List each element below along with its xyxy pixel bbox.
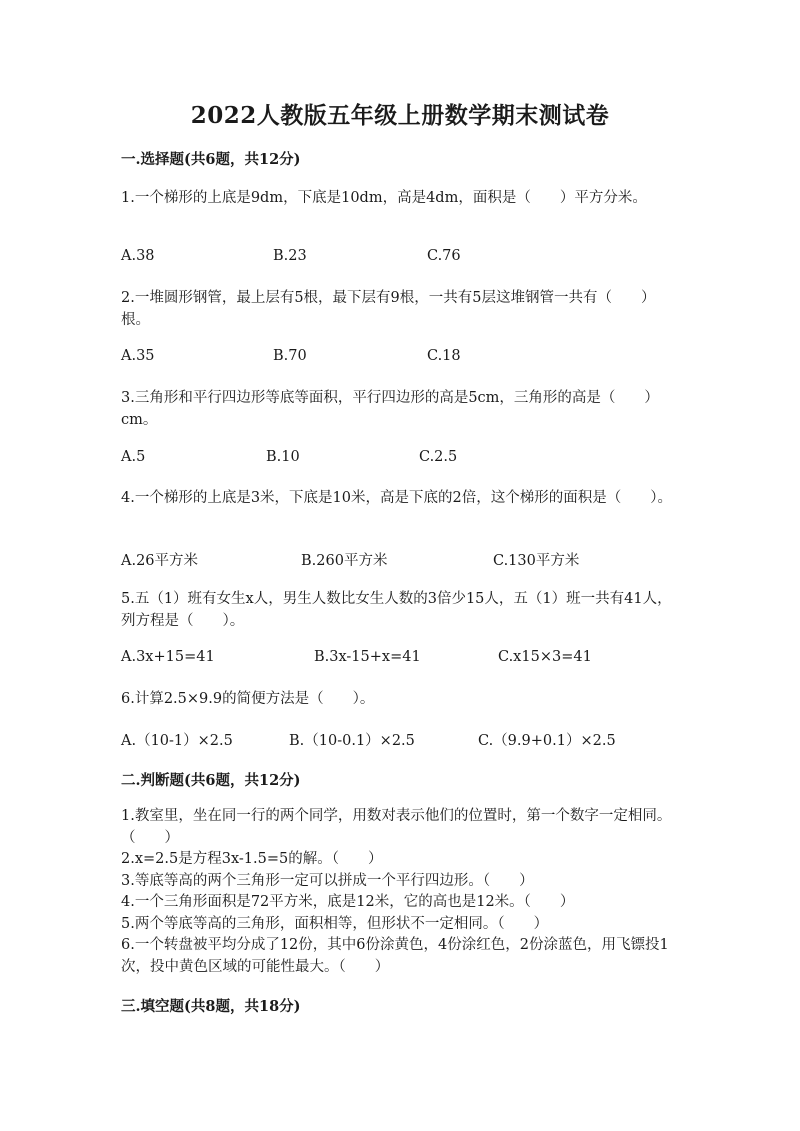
- option-c: C.130平方米: [493, 553, 580, 569]
- question-options: [121, 449, 681, 471]
- question-options: [121, 549, 681, 571]
- question-text: 5.五（1）班有女生x人，男生人数比女生人数的3倍少15人，五（1）班一共有41人，列方程是（ ）。: [121, 591, 672, 629]
- option-a: A.5: [121, 449, 146, 465]
- section-heading-judgement: 二.判断题(共6题，共12分): [121, 772, 301, 789]
- list-item: 4.一个三角形面积是72平方米，底是12米，它的高也是12米。（ ）: [121, 894, 575, 910]
- option-b: B.260平方米: [301, 553, 388, 569]
- option-c: C.（9.9+0.1）×2.5: [478, 733, 616, 749]
- question-options: [121, 649, 681, 671]
- option-a: A.（10-1）×2.5: [121, 733, 233, 749]
- question-options: [121, 729, 681, 751]
- option-c: C.76: [427, 248, 461, 264]
- list-item: 3.等底等高的两个三角形一定可以拼成一个平行四边形。（ ）: [121, 872, 534, 889]
- judgement-list: [121, 806, 681, 978]
- option-b: B.23: [273, 248, 307, 264]
- page-title: 2022人教版五年级上册数学期末测试卷: [190, 102, 610, 129]
- option-c: C.x15×3=41: [498, 649, 592, 665]
- option-b: B.（10-0.1）×2.5: [289, 733, 415, 749]
- question-options: [121, 248, 681, 270]
- option-c: C.2.5: [419, 449, 458, 465]
- section-heading-choice: 一.选择题(共6题，共12分): [121, 151, 301, 168]
- option-b: B.3x-15+x=41: [314, 649, 421, 665]
- option-b: B.10: [266, 449, 300, 465]
- option-a: A.35: [121, 348, 155, 364]
- question-text: 6.计算2.5×9.9的简便方法是（ ）。: [121, 691, 375, 707]
- option-b: B.70: [273, 348, 307, 364]
- section-heading-fill-in: 三.填空题(共8题，共18分): [121, 998, 301, 1015]
- option-c: C.18: [427, 348, 461, 364]
- question-text: 1.一个梯形的上底是9dm，下底是10dm，高是4dm，面积是（ ）平方分米。: [121, 190, 647, 206]
- list-item: 6.一个转盘被平均分成了12份，其中6份涂黄色，4份涂红色，2份涂蓝色，用飞镖投1次，投中黄色区域的可能性最大。（ ）: [121, 937, 669, 975]
- question-text: 4.一个梯形的上底是3米，下底是10米，高是下底的2倍，这个梯形的面积是（ ）。: [121, 490, 672, 506]
- question-text: 3.三角形和平行四边形等底等面积，平行四边形的高是5cm，三角形的高是（ ）cm。: [121, 390, 659, 428]
- option-a: A.38: [121, 248, 155, 264]
- list-item: 1.教室里，坐在同一行的两个同学，用数对表示他们的位置时，第一个数字一定相同。（ ）: [121, 808, 672, 846]
- option-a: A.3x+15=41: [121, 649, 215, 665]
- list-item: 5.两个等底等高的三角形，面积相等，但形状不一定相同。（ ）: [121, 915, 549, 932]
- question-text: 2.一堆圆形钢管，最上层有5根，最下层有9根，一共有5层这堆钢管一共有（ ）根。: [121, 290, 656, 328]
- list-item: 2.x=2.5是方程3x-1.5=5的解。（ ）: [121, 851, 383, 867]
- question-options: [121, 348, 681, 370]
- option-a: A.26平方米: [121, 553, 199, 569]
